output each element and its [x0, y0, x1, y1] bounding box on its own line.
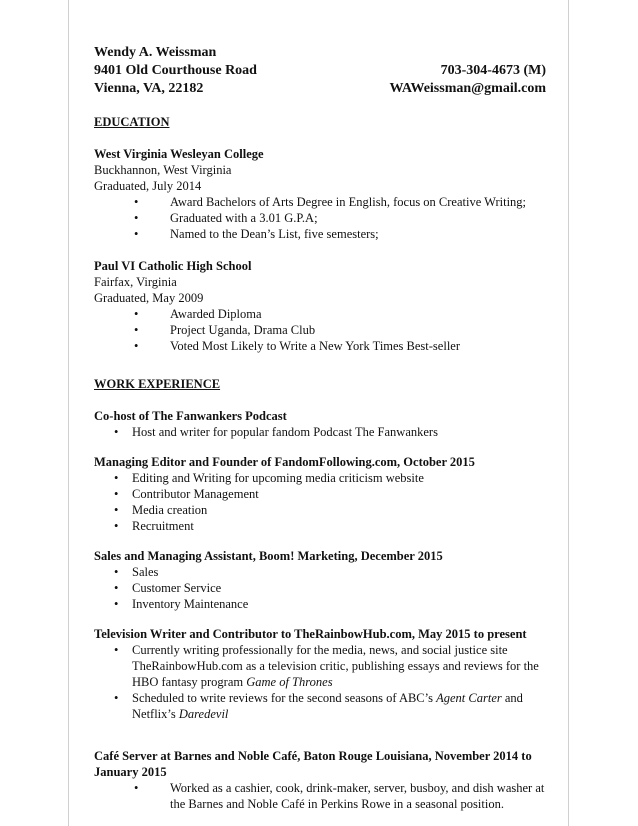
- bullet-icon: •: [114, 643, 119, 657]
- job-title: Café Server at Barnes and Noble Café, Baton Rouge Louisiana, November 2014 to January 2015: [94, 749, 532, 779]
- bullet-icon: •: [134, 781, 139, 795]
- list-item: • Currently writing professionally for the media, news, and social justice site TheRainbowHub.com as a television critic, publishing essays and reviews for the HBO fantasy program Game of Thrones: [94, 642, 546, 690]
- job-bullets: [94, 470, 546, 534]
- street-address: 9401 Old Courthouse Road: [94, 63, 257, 78]
- list-item: • Voted Most Likely to Write a New York Times Best-seller: [94, 338, 546, 354]
- resume-content: [94, 44, 546, 812]
- list-item: • Worked as a cashier, cook, drink-maker, server, busboy, and dish washer at the Barnes and Noble Café in Perkins Rowe in a seasonal position.: [94, 780, 546, 812]
- bullet-icon: •: [134, 307, 139, 321]
- list-item: • Sales: [94, 564, 546, 580]
- bullet-icon: •: [114, 565, 119, 579]
- header-city-row: [94, 80, 546, 98]
- bullet-icon: •: [134, 195, 139, 209]
- school-name: West Virginia Wesleyan College: [94, 147, 264, 161]
- list-item: • Media creation: [94, 502, 546, 518]
- education-heading: EDUCATION: [94, 115, 170, 129]
- list-item: • Inventory Maintenance: [94, 596, 546, 612]
- bullet-icon: •: [114, 487, 119, 501]
- job-title: Managing Editor and Founder of FandomFollowing.com, October 2015: [94, 455, 475, 469]
- list-item: • Editing and Writing for upcoming media criticism website: [94, 470, 546, 486]
- job-bullets: [94, 564, 546, 612]
- job-bullets: [94, 780, 546, 812]
- school-bullets: [94, 306, 546, 354]
- email-address: WAWeissman@gmail.com: [389, 81, 546, 96]
- list-item: • Contributor Management: [94, 486, 546, 502]
- bullet-icon: •: [114, 503, 119, 517]
- page-right-border: [568, 0, 569, 826]
- list-item: • Project Uganda, Drama Club: [94, 322, 546, 338]
- job-title: Co-host of The Fanwankers Podcast: [94, 409, 287, 423]
- school-bullets: [94, 194, 546, 242]
- bullet-icon: •: [134, 227, 139, 241]
- bullet-icon: •: [114, 597, 119, 611]
- bullet-icon: •: [134, 339, 139, 353]
- page-left-border: [68, 0, 69, 826]
- candidate-name: Wendy A. Weissman: [94, 45, 217, 60]
- header-name-row: [94, 44, 546, 62]
- list-item: • Customer Service: [94, 580, 546, 596]
- bullet-icon: •: [114, 471, 119, 485]
- job-title: Television Writer and Contributor to TheRainbowHub.com, May 2015 to present: [94, 627, 527, 641]
- school-location: Fairfax, Virginia: [94, 275, 177, 289]
- list-item: • Host and writer for popular fandom Podcast The Fanwankers: [94, 424, 546, 440]
- list-item: • Graduated with a 3.01 G.P.A;: [94, 210, 546, 226]
- list-item: • Award Bachelors of Arts Degree in English, focus on Creative Writing;: [94, 194, 546, 210]
- school-name: Paul VI Catholic High School: [94, 259, 252, 273]
- show-title: Agent Carter: [436, 691, 502, 705]
- job-title: Sales and Managing Assistant, Boom! Marketing, December 2015: [94, 549, 443, 563]
- list-item: • Recruitment: [94, 518, 546, 534]
- bullet-icon: •: [134, 211, 139, 225]
- work-experience-heading: WORK EXPERIENCE: [94, 377, 221, 391]
- job-bullets: [94, 642, 546, 722]
- header-address-row: [94, 62, 546, 80]
- city-state-zip: Vienna, VA, 22182: [94, 81, 204, 96]
- bullet-icon: •: [114, 581, 119, 595]
- list-item: • Scheduled to write reviews for the second seasons of ABC’s Agent Carter and Netflix’s Daredevil: [94, 690, 546, 722]
- bullet-icon: •: [114, 425, 119, 439]
- school-location: Buckhannon, West Virginia: [94, 163, 232, 177]
- list-item: • Awarded Diploma: [94, 306, 546, 322]
- bullet-icon: •: [114, 519, 119, 533]
- show-title: Game of Thrones: [246, 675, 333, 689]
- bullet-icon: •: [114, 691, 119, 705]
- phone-number: 703-304-4673 (M): [440, 63, 546, 78]
- show-title: Daredevil: [178, 707, 229, 721]
- list-item: • Named to the Dean’s List, five semesters;: [94, 226, 546, 242]
- bullet-icon: •: [134, 323, 139, 337]
- school-graduation: Graduated, May 2009: [94, 291, 204, 305]
- school-graduation: Graduated, July 2014: [94, 179, 202, 193]
- job-bullets: [94, 424, 546, 440]
